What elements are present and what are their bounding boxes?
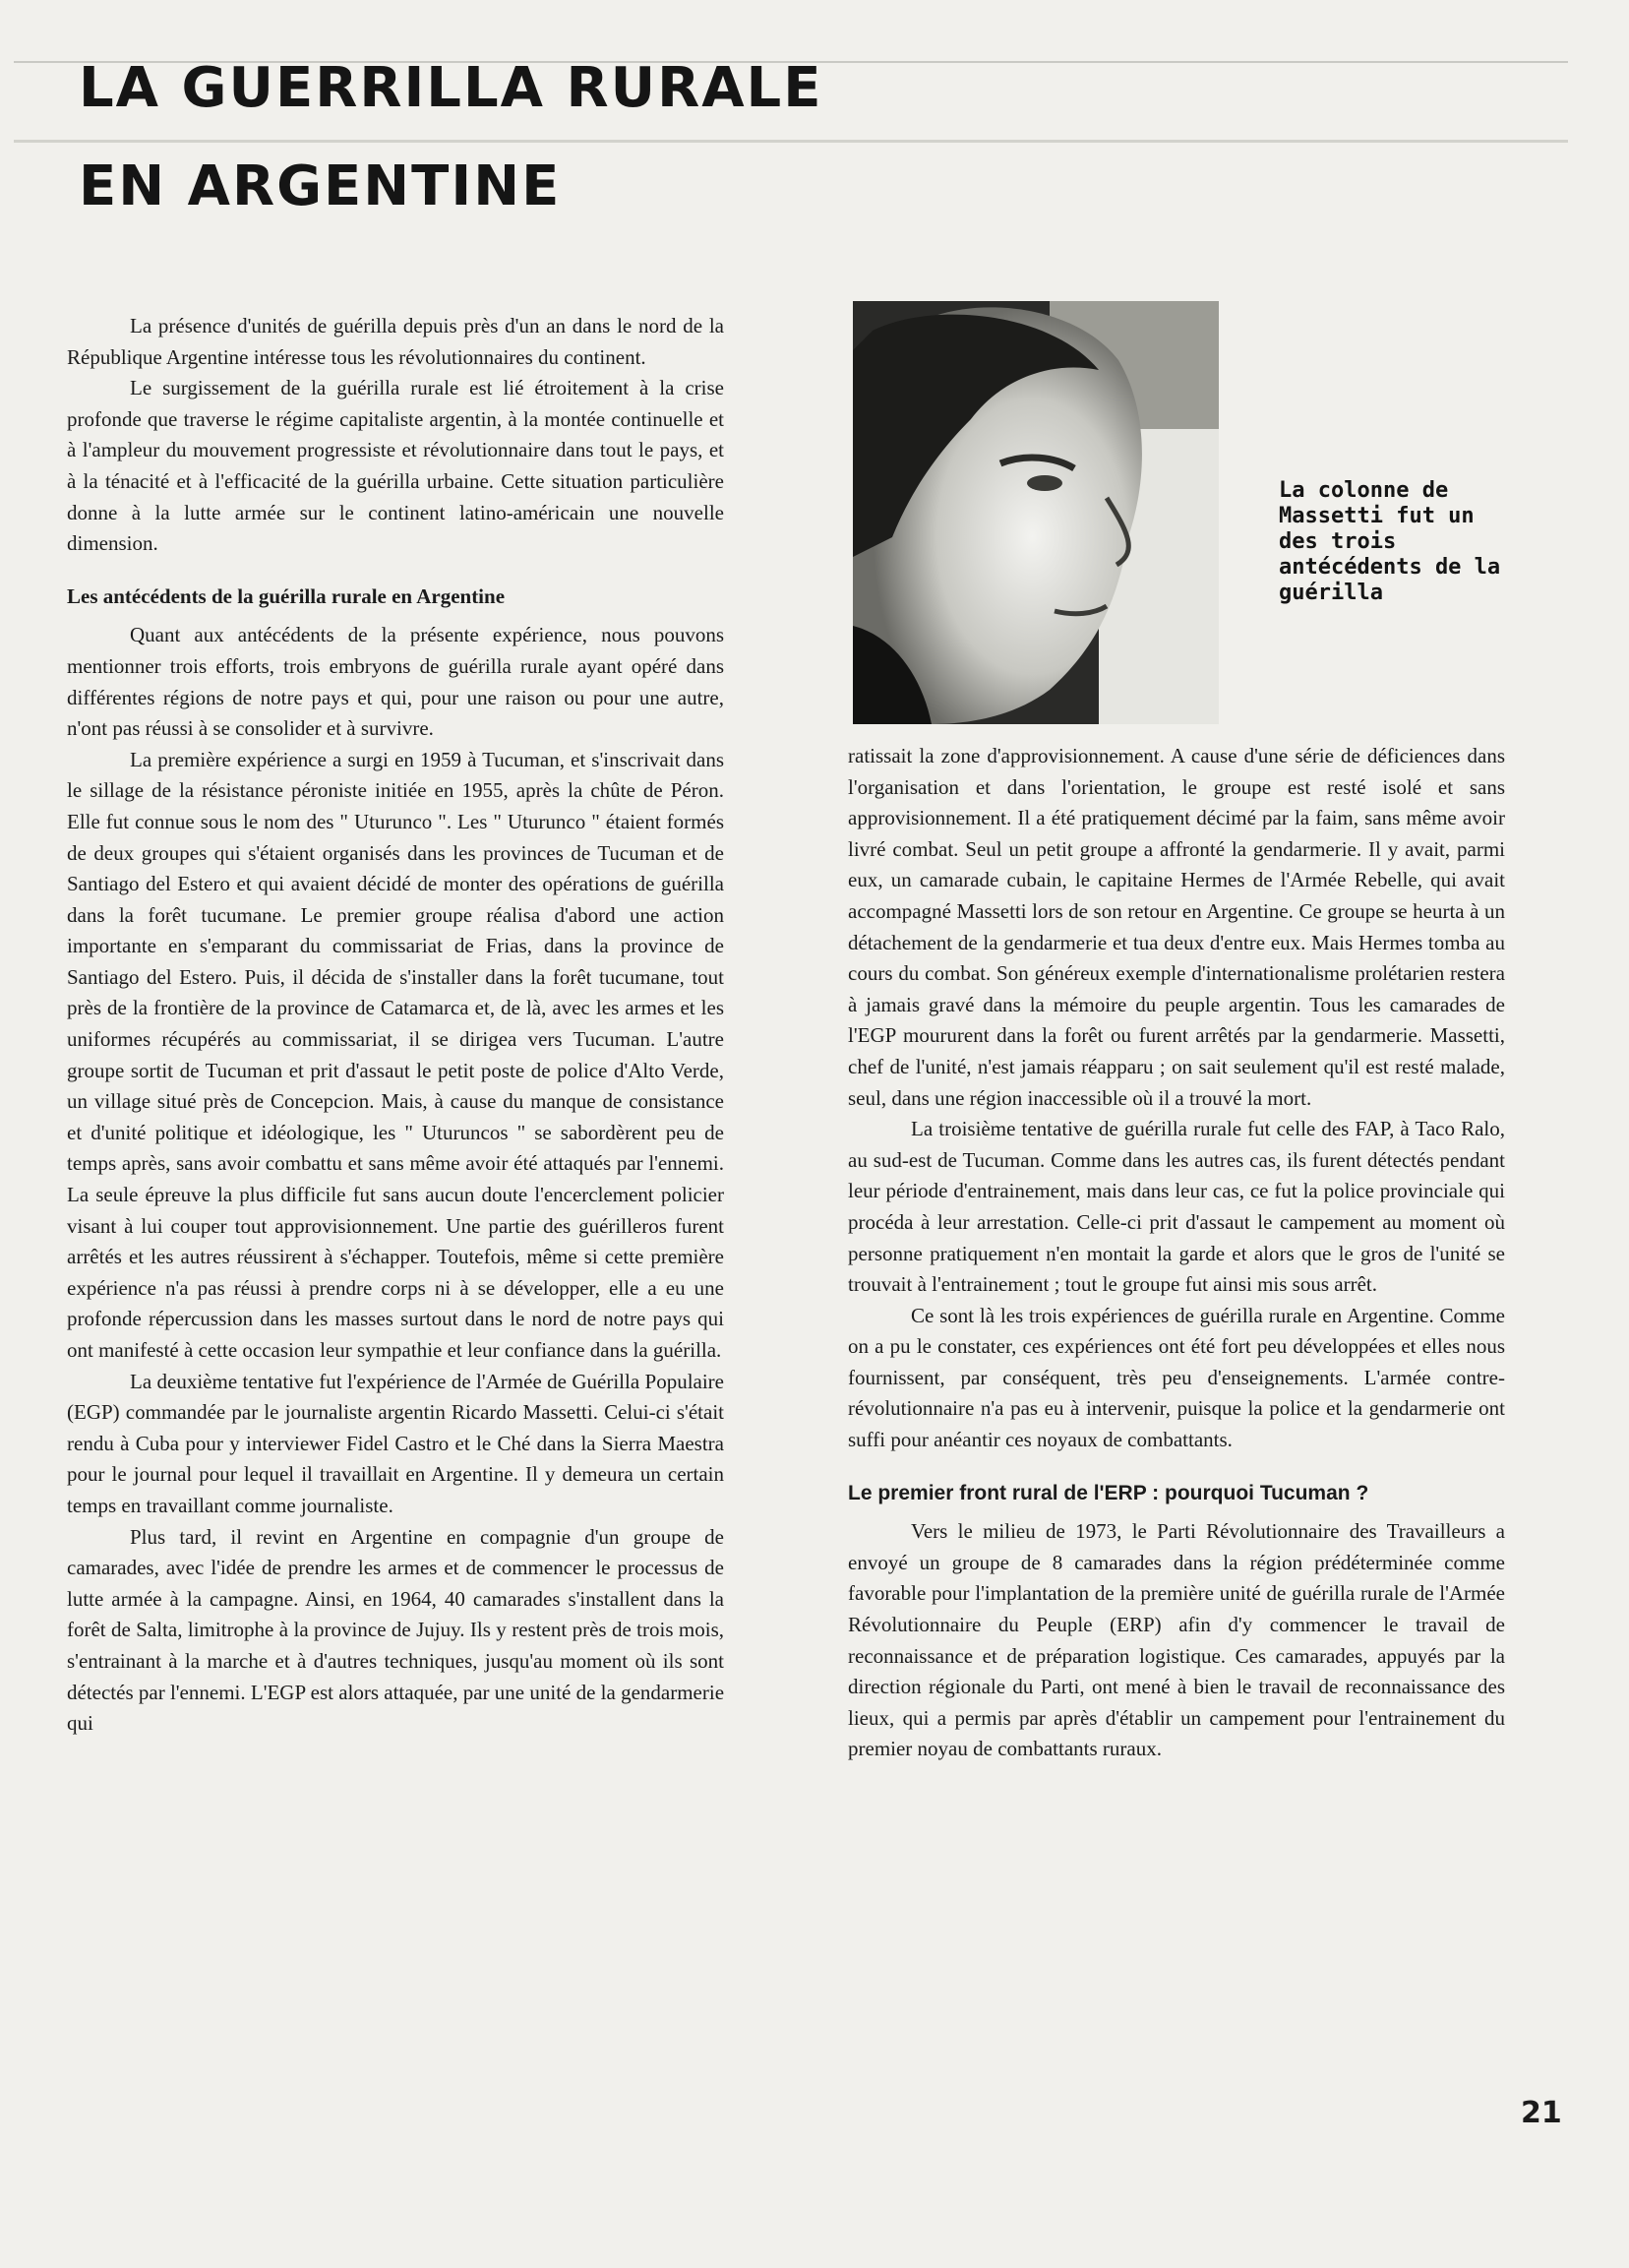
body-paragraph: ratissait la zone d'approvisionnement. A cause d'une série de déficiences dans l'organisation et dans l'orientation, le groupe est resté isolé et sans approvisionnement. Il a été pratiquement décimé par la faim, sans même avoir livré combat. Seul un petit groupe a affronté la gendarmerie. Il y avait, parmi eux, un camarade cubain, le capitaine Hermes de l'Armée Rebelle, qui avait accompagné Massetti lors de son retour en Argentine. Ce groupe se heurta à un détachement de la gendarmerie et tua deux d'entre eux. Mais Hermes tomba au cours du combat. Son généreux exemple d'internationalisme prolétarien restera à jamais gravé dans la mémoire du peuple argentin. Tous les camarades de l'EGP moururent dans la forêt ou furent arrêtés par la gendarmerie. Massetti, chef de l'unité, n'est jamais réapparu ; on sait seulement qu'il est resté malade, seul, dans une région inaccessible où il a trouvé la mort. — [848, 744, 1505, 1110]
header-rule — [14, 140, 1568, 143]
body-paragraph: Quant aux antécédents de la présente expérience, nous pouvons mentionner trois efforts, trois embryons de guérilla rurale ayant opéré dans différentes régions de notre pays et qui, pour une raison ou pour une autre, n'ont pas réussi à se consolider et à survivre. — [67, 623, 724, 741]
intro-paragraph: La présence d'unités de guérilla depuis près d'un an dans le nord de la République Argentine intéresse tous les révolutionnaires du continent. — [67, 314, 724, 369]
article-title-line-2: EN ARGENTINE — [79, 154, 562, 218]
article-title-line-1: LA GUERRILLA RURALE — [79, 56, 823, 120]
portrait-photo — [853, 301, 1219, 724]
right-column — [848, 741, 1505, 1765]
intro-paragraph: Le surgissement de la guérilla rurale est lié étroitement à la crise profonde que traverse le régime capitaliste argentin, à la montée continuelle et à l'ampleur du mouvement progressiste et révolutionnaire dans tout le pays, et à la ténacité et à l'efficacité de la guérilla urbaine. Cette situation particulière donne à la lutte armée sur le continent latino-américain une nouvelle dimension. — [67, 376, 724, 556]
body-paragraph: Ce sont là les trois expériences de guérilla rurale en Argentine. Comme on a pu le constater, ces expériences ont été fort peu développées et elles nous fournissent, par conséquent, très peu d'enseignements. L'armée contre-révolutionnaire n'a pas eu à intervenir, puisque la police et la gendarmerie ont suffi pour anéantir ces noyaux de combattants. — [848, 1303, 1505, 1452]
body-paragraph: La deuxième tentative fut l'expérience de l'Armée de Guérilla Populaire (EGP) commandée par le journaliste argentin Ricardo Massetti. Celui-ci s'était rendu à Cuba pour y interviewer Fidel Castro et le Ché dans la Sierra Maestra pour le journal pour lequel il travaillait en Argentine. Il y demeura un certain temps en travaillant comme journaliste. — [67, 1369, 724, 1517]
body-paragraph: Plus tard, il revint en Argentine en compagnie d'un groupe de camarades, avec l'idée de prendre les armes et de commencer le processus de lutte armée à la campagne. Ainsi, en 1964, 40 camarades s'installent dans la forêt de Salta, limitrophe à la province de Jujuy. Ils y restent près de trois mois, s'entrainant à la marche et à d'autres techniques, jusqu'au moment où ils sont détectés par l'ennemi. L'EGP est alors attaquée, par une unité de la gendarmerie qui — [67, 1524, 725, 1736]
portrait-image — [853, 301, 1219, 724]
left-column — [67, 311, 724, 1740]
body-paragraph: La troisième tentative de guérilla rurale fut celle des FAP, à Taco Ralo, au sud-est de Tucuman. Comme dans les autres cas, ils furent détectés pendant leur période d'entrainement, mais dans leur cas, ce fut la police provinciale qui procéda à leur arrestation. Celle-ci prit d'assaut le campement au moment où personne pratiquement n'en montait la garde et alors que le gros de l'unité se trouvait à l'entrainement ; tout le groupe fut ainsi mis sous arrêt. — [848, 1117, 1505, 1297]
body-paragraph: La première expérience a surgi en 1959 à Tucuman, et s'inscrivait dans le sillage de la résistance péroniste initiée en 1955, après la chûte de Péron. Elle fut connue sous le nom des " Uturunco ". Les " Uturunco " étaient formés de deux groupes qui s'étaient organisés dans les provinces de Tucuman et de Santiago del Estero et qui avaient décidé de monter des opérations de guérilla dans la forêt tucumane. Le premier groupe réalisa d'abord une action importante en s'emparant du commissariat de Frias, dans la province de Santiago del Estero. Puis, il décida de s'installer dans la forêt tucumane, tout près de la frontière de la province de Catamarca et, de là, avec les armes et les uniformes récupérés au commissariat, il se dirigea vers Tucuman. L'autre groupe sortit de Tucuman et prit d'assaut le petit poste de police d'Alto Verde, un village situé près de Concepcion. Mais, à cause du manque de consistance et d'unité politique et idéologique, les " Uturuncos " se sabordèrent peu de temps après, sans avoir combattu et sans même avoir été attaqués par l'ennemi. La seule épreuve la plus difficile fut sans aucun doute l'encerclement policier visant à lui couper tout approvisionnement. Une partie des guérilleros furent arrêtés et les autres réussirent à s'échapper. Toutefois, même si cette première expérience n'a pas réussi à prendre corps ni à se développer, elle a eu une profonde répercussion dans les masses surtout dans le nord de notre pays qui ont manifesté à cette occasion leur sympathie et leur confiance dans la guérilla. — [67, 747, 724, 1362]
page-number: 21 — [1521, 2096, 1562, 2130]
section-heading-antecedents: Les antécédents de la guérilla rurale en Argentine — [67, 583, 506, 608]
section-heading-erp: Le premier front rural de l'ERP : pourquoi Tucuman ? — [848, 1481, 1369, 1504]
body-paragraph: Vers le milieu de 1973, le Parti Révolutionnaire des Travailleurs a envoyé un groupe de 8 camarades dans la région prédéterminée comme favorable pour l'implantation de la première unité de guérilla rurale de l'Armée Révolutionnaire du Peuple (ERP) afin d'y commencer le travail de reconnaissance et de préparation logistique. Ces camarades, appuyés par la direction régionale du Parti, ont mené à bien le travail de reconnaissance des lieux, qui a permis par après d'établir un campement pour l'entrainement du premier noyau de combattants ruraux. — [848, 1519, 1505, 1761]
photo-caption: La colonne de Massetti fut un des trois antécédents de la guérilla — [1279, 478, 1501, 605]
